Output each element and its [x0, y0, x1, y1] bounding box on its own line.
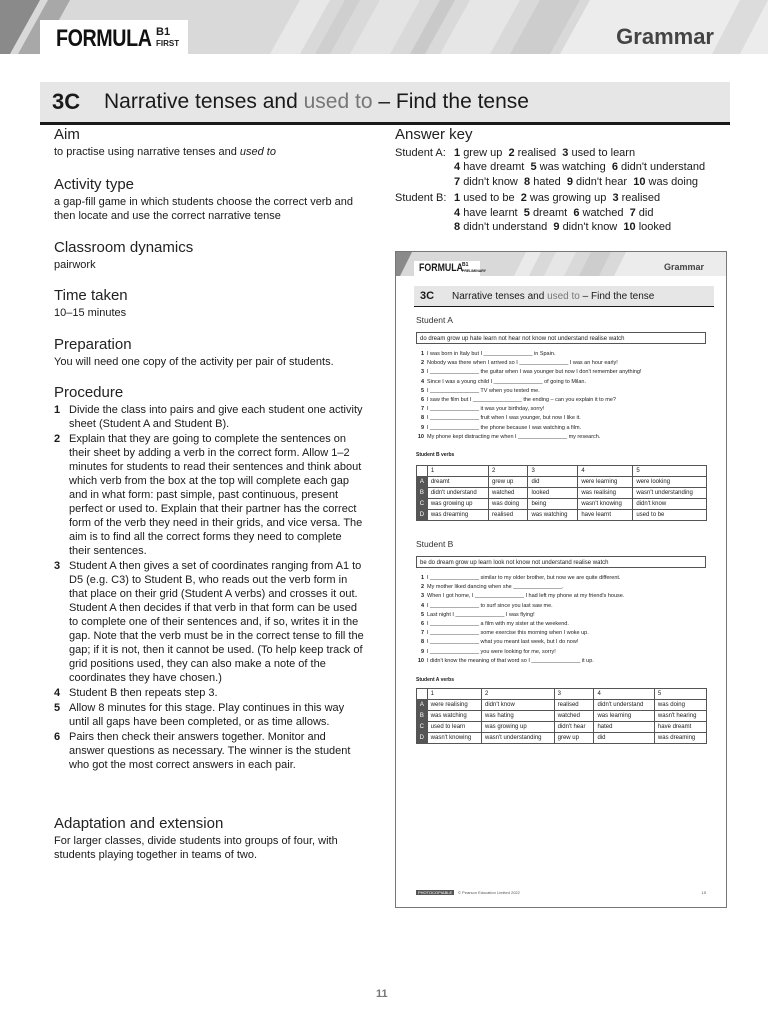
preparation-text: You will need one copy of the activity per pair of students.: [54, 356, 334, 368]
worksheet-title-1: Narrative tenses and: [452, 291, 545, 302]
worksheet-sentence-text: I ________________ a film with my sister at the weekend.: [427, 621, 569, 628]
grid-cell: was realising: [578, 488, 633, 499]
procedure-section: [54, 386, 364, 773]
procedure-step-text: Allow 8 minutes for this stage. Play continues in this way until all gaps have been completed, or as time allows.: [69, 702, 345, 728]
grid-cell: didn't hear: [554, 722, 594, 733]
answer-number: 7: [629, 206, 636, 219]
worksheet-sentence-number: 3: [420, 369, 424, 376]
worksheet-sentence: [416, 583, 716, 592]
aim-text-2: used to: [239, 146, 276, 158]
answer-text: have learnt: [463, 206, 518, 219]
worksheet-sentence-text: Nobody was there when I arrived so I ________________ I was an hour early!: [427, 360, 618, 367]
aim-section: [54, 128, 364, 159]
worksheet-sentence-text: I ________________ TV when you texted me.: [427, 387, 540, 394]
grid-row: [417, 700, 707, 711]
grid-cell: realised: [554, 700, 594, 711]
answer-text: looked: [638, 221, 672, 233]
grid-row-header: B: [417, 488, 428, 499]
grid-col-header: 3: [528, 466, 578, 477]
title-part1: Narrative tenses and: [104, 90, 298, 113]
grid-row-header: D: [417, 733, 428, 744]
answer-number: 5: [530, 161, 537, 173]
grid-col-header: 3: [554, 689, 594, 700]
worksheet-sentence-text: My phone kept distracting me when I ________________ my research.: [427, 433, 601, 440]
answer-item: [524, 176, 561, 188]
worksheet-sentence-text: I was born in Italy but I ________________ in Spain.: [427, 351, 556, 357]
worksheet-header: [396, 252, 726, 276]
answer-text: realised: [621, 192, 661, 204]
procedure-step-text: Student A then gives a set of coordinates ranging from A1 to D5 (e.g. C3) to Student B, who reads out the verb form in that place on their grid (Student A verbs) and crosses it out. Student A then decides if that verb in that form can be used to complete one of their sentences and, if so, writes it in the gap. Note that the verb must be in the correct tense to fill the gap; if it is not, then it cannot be used. (To help keep track of grid positions used, they can also make a note of the coordinates they have chosen.): [69, 560, 364, 684]
page-title: [104, 90, 529, 114]
answer-item: [562, 147, 635, 159]
page-header: [0, 0, 768, 54]
answer-key-student-a: [395, 146, 735, 190]
adaptation-section: [54, 817, 364, 862]
grid-cell: grew up: [554, 733, 594, 744]
answer-text: have dreamt: [463, 161, 525, 173]
worksheet-sentence-text: Last night I ________________ I was flying!: [427, 611, 535, 618]
worksheet-sentence: [416, 629, 716, 638]
grid-cell: was growing up: [427, 499, 488, 510]
worksheet-footer-tag: PHOTOCOPIABLE: [418, 890, 453, 895]
grid-cell: watched: [554, 711, 594, 722]
title-part3: – Find the tense: [378, 90, 529, 113]
grid-cell: wasn't knowing: [578, 499, 633, 510]
answer-key-line: [454, 175, 735, 190]
worksheet-sentence-text: Since I was a young child I ________________ of going to Milan.: [427, 378, 587, 385]
worksheet-sentence-number: 7: [420, 630, 424, 637]
worksheet-sentence: [416, 405, 716, 414]
answer-text: didn't understand: [621, 161, 706, 173]
answer-number: 10: [633, 175, 646, 188]
answer-number: 2: [508, 146, 515, 159]
grid-cell: were looking: [633, 477, 707, 488]
grid-cell: was watching: [528, 510, 578, 521]
worksheet-sentence-number: 1: [420, 351, 424, 357]
activity-type-text: a gap-fill game in which students choose the correct verb and then locate and use the correct narrative tense: [54, 196, 353, 222]
answer-item: [521, 192, 607, 204]
grid-cell: were learning: [578, 477, 633, 488]
procedure-step-text: Pairs then check their answers together. Monitor and answer questions as necessary. The winner is the student who got the most correct answers in each pair.: [69, 731, 351, 771]
worksheet-sentence-text: I ________________ the phone because I was watching a film.: [427, 424, 582, 431]
worksheet-sentence-text: I ________________ some exercise this morning when I woke up.: [427, 630, 589, 637]
grid-cell: realised: [489, 510, 528, 521]
grid-header-row: [417, 466, 707, 477]
grid-cell: did: [594, 733, 654, 744]
procedure-heading: Procedure: [54, 384, 124, 401]
classroom-dynamics-text: pairwork: [54, 259, 96, 271]
worksheet-sentence-number: 8: [420, 639, 424, 646]
grid-cell: wasn't knowing: [427, 733, 481, 744]
answer-text: watched: [582, 206, 624, 219]
worksheet-sentence-number: 9: [420, 424, 424, 431]
worksheet-sentence-number: 3: [420, 593, 424, 600]
grid-cell: was dreaming: [427, 510, 488, 521]
answer-text: didn't know: [463, 175, 518, 188]
worksheet-sentence-number: 10: [417, 657, 424, 664]
grid-row-header: C: [417, 499, 428, 510]
answer-item: [508, 147, 556, 159]
worksheet-sentence-number: 1: [420, 575, 424, 581]
procedure-step: [54, 730, 364, 772]
answer-item: [612, 192, 660, 204]
page-number: 11: [376, 988, 388, 1000]
grid-row: [417, 733, 707, 744]
grid-cell: was doing: [654, 700, 706, 711]
answer-number: 9: [553, 221, 560, 233]
logo-level: B1: [156, 26, 171, 38]
adaptation-heading: Adaptation and extension: [54, 815, 224, 832]
worksheet-sentence: [416, 368, 716, 377]
answer-number: 7: [454, 175, 461, 188]
procedure-step-number: 5: [54, 702, 61, 714]
worksheet-sentence: [416, 350, 716, 359]
aim-text-1: to practise using narrative tenses and: [54, 146, 240, 158]
worksheet-sentence-text: I ________________ fruit when I was younger, but now I like it.: [427, 415, 581, 422]
answer-item: [623, 221, 671, 233]
title-code: 3C: [52, 89, 81, 114]
worksheet-student-b-verb-box: be do dream grow up learn look not know not understand realise watch: [416, 556, 706, 568]
worksheet-sentence-number: 10: [417, 433, 424, 440]
answer-key-line: [454, 206, 735, 221]
preparation-section: [54, 338, 364, 369]
worksheet-grid-b: [416, 465, 707, 521]
worksheet-sentence-text: I ________________ what you meant last week, but I do now!: [427, 639, 579, 646]
logo-level-sub: FIRST: [156, 39, 180, 48]
grid-cell: were realising: [427, 700, 481, 711]
answer-number: 1: [454, 146, 461, 159]
answer-text: dreamt: [532, 206, 568, 219]
worksheet-thumbnail: [395, 251, 727, 908]
worksheet-sentence-text: I saw the film but I ________________ the ending – can you explain it to me?: [427, 397, 616, 404]
answer-key-line: [454, 160, 735, 175]
worksheet-sentence: [416, 433, 716, 442]
grid-row-header: C: [417, 722, 428, 733]
grid-cell: used to be: [633, 510, 707, 521]
header-section: Grammar: [616, 24, 714, 49]
classroom-dynamics-section: [54, 241, 364, 272]
grid-col-header: 2: [481, 689, 554, 700]
grid-cell: hated: [594, 722, 654, 733]
grid-row-header: A: [417, 700, 428, 711]
answer-key-line: [454, 146, 735, 161]
worksheet-student-a-verb-box: do dream grow up hate learn not hear not know not understand realise watch: [416, 332, 706, 344]
answer-key: [395, 128, 735, 235]
worksheet-sentence-number: 9: [420, 648, 424, 655]
grid-cell: wasn't hearing: [654, 711, 706, 722]
answer-text: was watching: [539, 161, 606, 173]
worksheet-sentence: [416, 620, 716, 629]
worksheet-grid-b-label: Student B verbs: [416, 452, 455, 458]
grid-row: [417, 722, 707, 733]
worksheet-sentence-text: I ________________ it was your birthday, sorry!: [427, 406, 545, 413]
answer-number: 1: [454, 192, 461, 204]
logo-formula: FORMULA: [56, 25, 152, 52]
worksheet-sentence-number: 5: [420, 387, 424, 394]
answer-text: used to be: [463, 192, 515, 204]
answer-text: didn't know: [562, 221, 618, 233]
worksheet-sentence: [416, 657, 716, 666]
worksheet-title-2: used to: [547, 291, 580, 302]
worksheet-student-a-sentences: [416, 350, 716, 442]
grid-col-header: 4: [594, 689, 654, 700]
activity-type-section: [54, 178, 364, 223]
classroom-dynamics-heading: Classroom dynamics: [54, 239, 194, 256]
worksheet-title: [452, 291, 654, 302]
worksheet-footer-page: 15: [701, 890, 706, 895]
worksheet-sentence-number: 4: [420, 602, 424, 609]
worksheet-student-b-sentences: [416, 574, 716, 666]
answer-item: [454, 176, 518, 188]
worksheet-sentence-number: 8: [420, 415, 424, 422]
grid-row: [417, 488, 707, 499]
worksheet-sentence: [416, 424, 716, 433]
worksheet-sentence-number: 6: [420, 621, 424, 628]
procedure-step-number: 2: [54, 433, 61, 445]
procedure-step: [54, 403, 364, 431]
worksheet-grid-a-label: Student A verbs: [416, 677, 454, 683]
worksheet-sentence-text: When I got home, I ________________ I had left my phone at my friend's house.: [427, 593, 625, 600]
answer-text: didn't hear: [576, 175, 628, 188]
answer-number: 6: [611, 161, 618, 173]
procedure-step-text: Explain that they are going to complete the sentences on their sheet by adding a verb in the correct form. Allow 1–2 minutes for students to read their sentences and think about which verb from the box at the top will complete each gap and in what form: past simple, past continuous, present perfect or used to. Explain that their partner has the correct form of the verb they need in their grids, and vice versa. The aim is to find all the correct forms they need to complete their sentences.: [69, 433, 363, 557]
grid-col-header: 1: [427, 466, 488, 477]
procedure-step: [54, 686, 364, 700]
grid-corner-cell: [417, 689, 428, 700]
procedure-step-number: 3: [54, 560, 61, 572]
grid-cell: was learning: [594, 711, 654, 722]
grid-row: [417, 510, 707, 521]
grid-cell: didn't understand: [427, 488, 488, 499]
worksheet-sentence-number: 2: [420, 584, 424, 591]
grid-cell: grew up: [489, 477, 528, 488]
answer-item: [573, 207, 623, 219]
answer-key-line: [454, 220, 735, 235]
worksheet-student-b-label: Student B: [416, 539, 454, 549]
answer-item: [530, 161, 605, 173]
worksheet-sentence-number: 7: [420, 406, 424, 413]
worksheet-sentence: [416, 396, 716, 405]
answer-key-student-b-label: Student B:: [395, 192, 447, 204]
grid-col-header: 2: [489, 466, 528, 477]
worksheet-student-a-label: Student A: [416, 315, 453, 325]
procedure-step-text: Divide the class into pairs and give each student one activity sheet (Student A and Student B).: [69, 404, 363, 430]
worksheet-sentence: [416, 638, 716, 647]
worksheet-sentence: [416, 592, 716, 601]
answer-text: hated: [533, 175, 561, 188]
answer-item: [454, 207, 518, 219]
answer-text: was growing up: [529, 192, 607, 204]
worksheet-sentence: [416, 378, 716, 387]
answer-item: [567, 176, 627, 188]
worksheet-sentence: [416, 602, 716, 611]
answer-number: 8: [524, 175, 531, 188]
worksheet-sentence: [416, 611, 716, 620]
grid-cell: being: [528, 499, 578, 510]
time-taken-heading: Time taken: [54, 287, 128, 304]
grid-col-header: 5: [633, 466, 707, 477]
worksheet-footer-copyright: © Pearson Education Limited 2022: [458, 890, 520, 895]
answer-number: 8: [454, 221, 461, 233]
grid-cell: didn't know: [633, 499, 707, 510]
answer-number: 4: [454, 206, 461, 219]
answer-item: [612, 161, 705, 173]
worksheet-level: B1: [462, 262, 469, 268]
worksheet-grid-a: [416, 688, 707, 744]
worksheet-logo: FORMULA: [419, 262, 463, 274]
answer-item: [630, 207, 654, 219]
adaptation-text: For larger classes, divide students into groups of four, with students playing together in teams of two.: [54, 835, 338, 861]
grid-cell: was doing: [489, 499, 528, 510]
worksheet-section: Grammar: [663, 262, 704, 272]
procedure-step-number: 4: [54, 687, 61, 699]
worksheet-level-sub: PRELIMINARY: [462, 269, 486, 273]
procedure-step-number: 1: [54, 404, 61, 416]
title-part2: used to: [303, 90, 373, 113]
grid-col-header: 5: [654, 689, 706, 700]
grid-row: [417, 499, 707, 510]
worksheet-sentence-number: 2: [420, 360, 424, 367]
answer-item: [633, 176, 698, 188]
worksheet-sentence-text: I ________________ to surf since you last saw me.: [427, 602, 553, 609]
grid-cell: didn't understand: [594, 700, 654, 711]
answer-number: 10: [623, 221, 636, 233]
answer-text: realised: [517, 146, 557, 159]
answer-text: grew up: [463, 146, 503, 159]
procedure-step: [54, 701, 364, 729]
answer-key-student-a-answers: [454, 146, 735, 190]
worksheet-title-3: – Find the tense: [582, 291, 655, 302]
answer-number: 3: [612, 192, 619, 204]
grid-cell: looked: [528, 488, 578, 499]
aim-heading: Aim: [54, 126, 80, 143]
procedure-list: [54, 403, 364, 772]
grid-corner-cell: [417, 466, 428, 477]
worksheet-sentence-number: 6: [420, 397, 424, 404]
worksheet-sentence: [416, 414, 716, 423]
answer-item: [454, 221, 547, 233]
answer-key-student-a-label: Student A:: [395, 146, 446, 159]
worksheet-sentence-number: 5: [420, 611, 424, 618]
worksheet-sentence-text: I didn't know the meaning of that word so I ________________ it up.: [427, 657, 594, 664]
grid-cell: dreamt: [427, 477, 488, 488]
procedure-step-number: 6: [54, 731, 61, 743]
answer-text: used to learn: [571, 146, 636, 159]
activity-type-heading: Activity type: [54, 176, 135, 193]
worksheet-sentence: [416, 574, 716, 583]
preparation-heading: Preparation: [54, 336, 132, 353]
worksheet-sentence: [416, 359, 716, 368]
time-taken-text: 10–15 minutes: [54, 307, 127, 319]
grid-cell: watched: [489, 488, 528, 499]
procedure-step: [54, 432, 364, 558]
answer-key-student-b: [395, 191, 735, 235]
grid-cell: didn't know: [481, 700, 554, 711]
answer-item: [454, 192, 515, 204]
grid-row: [417, 477, 707, 488]
answer-number: 6: [573, 206, 580, 219]
worksheet-sentence-text: My mother liked dancing when she ________________.: [427, 584, 564, 591]
worksheet-sentence-text: I ________________ you were looking for me, sorry!: [427, 648, 556, 655]
answer-item: [454, 161, 524, 173]
grid-cell: was hating: [481, 711, 554, 722]
answer-item: [524, 207, 567, 219]
answer-key-student-b-answers: [454, 191, 735, 235]
answer-number: 4: [454, 161, 461, 173]
grid-cell: was dreaming: [654, 733, 706, 744]
worksheet-sentence-text: I ________________ the guitar when I was younger but now I don't remember anything!: [427, 369, 642, 376]
grid-cell: was watching: [427, 711, 481, 722]
grid-col-header: 1: [427, 689, 481, 700]
answer-number: 3: [562, 146, 569, 159]
grid-header-row: [417, 689, 707, 700]
answer-item: [553, 221, 617, 233]
procedure-step: [54, 559, 364, 685]
grid-cell: wasn't understanding: [481, 733, 554, 744]
answer-number: 5: [523, 206, 530, 219]
grid-row: [417, 711, 707, 722]
answer-text: was doing: [648, 175, 699, 188]
answer-key-line: [454, 191, 735, 206]
worksheet-title-code: 3C: [420, 290, 435, 302]
grid-row-header: A: [417, 477, 428, 488]
answer-text: did: [638, 206, 654, 219]
grid-cell: was growing up: [481, 722, 554, 733]
worksheet-sentence-text: I ________________ similar to my older brother, but now we are quite different.: [427, 575, 621, 581]
worksheet-sentence-number: 4: [420, 378, 424, 385]
worksheet-sentence: [416, 648, 716, 657]
worksheet-sentence: [416, 387, 716, 396]
answer-text: didn't understand: [463, 221, 548, 233]
grid-cell: used to learn: [427, 722, 481, 733]
answer-number: 9: [566, 175, 573, 188]
grid-cell: did: [528, 477, 578, 488]
grid-cell: have dreamt: [654, 722, 706, 733]
aim-text: [54, 145, 364, 159]
grid-row-header: D: [417, 510, 428, 521]
answer-key-heading: Answer key: [395, 126, 473, 143]
answer-item: [454, 147, 502, 159]
grid-row-header: B: [417, 711, 428, 722]
grid-cell: wasn't understanding: [633, 488, 707, 499]
procedure-step-text: Student B then repeats step 3.: [69, 687, 218, 699]
grid-col-header: 4: [578, 466, 633, 477]
answer-number: 2: [520, 192, 527, 204]
grid-cell: have learnt: [578, 510, 633, 521]
time-taken-section: [54, 289, 364, 320]
